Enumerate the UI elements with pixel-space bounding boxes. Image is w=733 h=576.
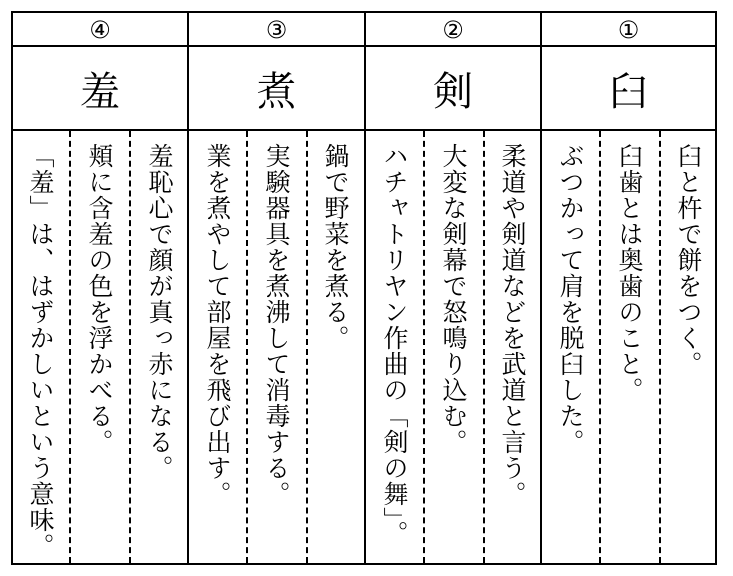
example-sentence: 頬に含羞の色を浮かべる。 <box>85 143 114 455</box>
example-sentence: 業を煮やして部屋を飛び出す。 <box>203 143 232 507</box>
column-number: ② <box>442 16 464 44</box>
kanji-table <box>11 11 717 565</box>
column-number: ① <box>617 16 640 44</box>
kanji-character: 臼 <box>608 68 649 115</box>
kanji-character: 煮 <box>256 68 297 115</box>
dashed-separator <box>69 131 71 563</box>
dashed-separator <box>423 131 425 563</box>
kanji-character: 剣 <box>433 68 473 115</box>
dashed-separator <box>659 131 661 563</box>
dashed-separator <box>306 131 308 563</box>
example-sentence: 羞恥心で顔が真っ赤になる。 <box>145 143 174 481</box>
dashed-separator <box>246 131 248 563</box>
dashed-separator <box>129 131 131 563</box>
dashed-separator <box>483 131 485 563</box>
example-sentence: ぶつかって肩を脱臼した。 <box>556 143 585 455</box>
example-sentence: ハチャトリヤン作曲の「剣の舞」。 <box>380 143 409 547</box>
example-sentence: 「羞」は、はずかしいという意味。 <box>26 143 55 559</box>
example-sentence: 臼と杵で餅をつく。 <box>674 143 703 377</box>
example-sentence: 臼歯とは奥歯のこと。 <box>615 143 644 403</box>
example-sentence: 柔道や剣道などを武道と言う。 <box>498 143 527 507</box>
example-sentence: 大変な剣幕で怒鳴り込む。 <box>439 143 468 455</box>
column-number: ③ <box>265 16 288 44</box>
example-sentence: 鍋で野菜を煮る。 <box>321 143 350 351</box>
dashed-separator <box>599 131 601 563</box>
column-number: ④ <box>89 16 111 44</box>
example-sentence: 実験器具を煮沸して消毒する。 <box>262 143 291 507</box>
kanji-character: 羞 <box>80 68 120 115</box>
